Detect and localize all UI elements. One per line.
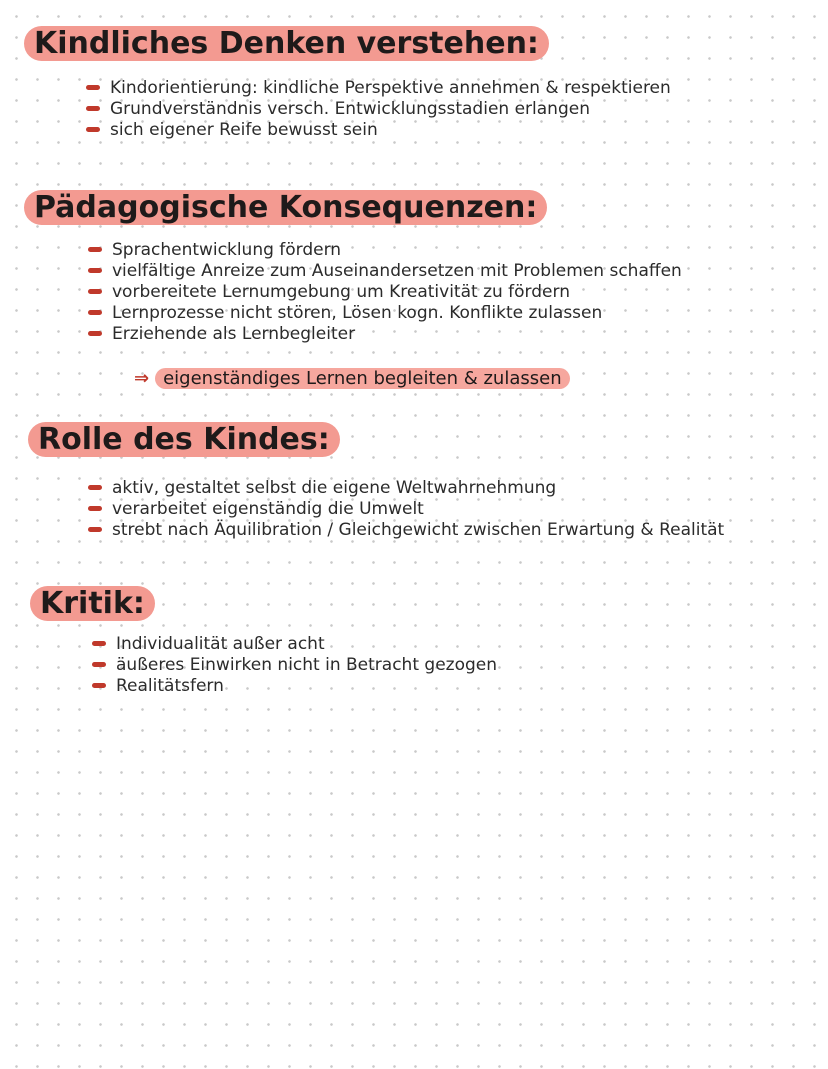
list-item-text: verarbeitet eigenständig die Umwelt (112, 499, 424, 519)
double-arrow-icon: ⇒ (134, 368, 150, 389)
dash-bullet-icon (86, 106, 100, 111)
list-kritik (92, 634, 497, 697)
heading-rolle-des-kindes (28, 420, 340, 460)
dash-bullet-icon (86, 85, 100, 90)
heading-paedagogische-konsequenzen (24, 188, 547, 228)
dash-bullet-icon (92, 662, 106, 667)
list-item-text: Sprachentwicklung fördern (112, 240, 342, 260)
heading-kritik (30, 584, 155, 624)
dash-bullet-icon (88, 268, 102, 273)
list-item-text: aktiv, gestaltet selbst die eigene Weltwahrnehmung (112, 478, 557, 498)
dash-bullet-icon (88, 506, 102, 511)
list-kindliches-denken (86, 78, 671, 141)
heading-highlight: Pädagogische Konsequenzen: (24, 190, 547, 225)
list-item-text: Erziehende als Lernbegleiter (112, 324, 356, 344)
heading-highlight: Kindliches Denken verstehen: (24, 26, 549, 61)
list-item (88, 282, 682, 303)
list-item (88, 261, 682, 282)
dash-bullet-icon (88, 247, 102, 252)
heading-highlight: Kritik: (30, 586, 155, 621)
list-item-text: Realitätsfern (116, 676, 224, 696)
heading-highlight: Rolle des Kindes: (28, 422, 340, 457)
list-item-text: Lernprozesse nicht stören, Lösen kogn. Konflikte zulassen (112, 303, 603, 323)
dash-bullet-icon (92, 641, 106, 646)
dash-bullet-icon (88, 331, 102, 336)
list-item (92, 655, 497, 676)
list-rolle-des-kindes (88, 478, 724, 541)
list-item (92, 634, 497, 655)
list-item-text: vielfältige Anreize zum Auseinandersetzen mit Problemen schaffen (112, 261, 682, 281)
list-item-text: Kindorientierung: kindliche Perspektive annehmen & respektieren (110, 78, 671, 98)
list-item (88, 240, 682, 261)
list-item (88, 499, 724, 520)
dash-bullet-icon (92, 683, 106, 688)
dash-bullet-icon (88, 527, 102, 532)
list-item-text: Grundverständnis versch. Entwicklungsstadien erlangen (110, 99, 590, 119)
list-item-text: Individualität außer acht (116, 634, 325, 654)
list-item (86, 78, 671, 99)
dash-bullet-icon (86, 127, 100, 132)
list-item (92, 676, 497, 697)
list-paedagogische-konsequenzen (88, 240, 682, 345)
dash-bullet-icon (88, 485, 102, 490)
list-item-text: äußeres Einwirken nicht in Betracht gezogen (116, 655, 497, 675)
list-item (88, 303, 682, 324)
list-item-text: vorbereitete Lernumgebung um Kreativität zu fördern (112, 282, 570, 302)
heading-kindliches-denken (24, 24, 549, 64)
list-item (88, 520, 724, 541)
list-item (88, 324, 682, 345)
dash-bullet-icon (88, 310, 102, 315)
list-item (86, 99, 671, 120)
dash-bullet-icon (88, 289, 102, 294)
conclusion-text: eigenständiges Lernen begleiten & zulassen (155, 368, 570, 389)
list-item (86, 120, 671, 141)
conclusion-line (134, 366, 570, 392)
list-item (88, 478, 724, 499)
list-item-text: strebt nach Äquilibration / Gleichgewicht zwischen Erwartung & Realität (112, 520, 725, 540)
list-item-text: sich eigener Reife bewusst sein (110, 120, 378, 140)
